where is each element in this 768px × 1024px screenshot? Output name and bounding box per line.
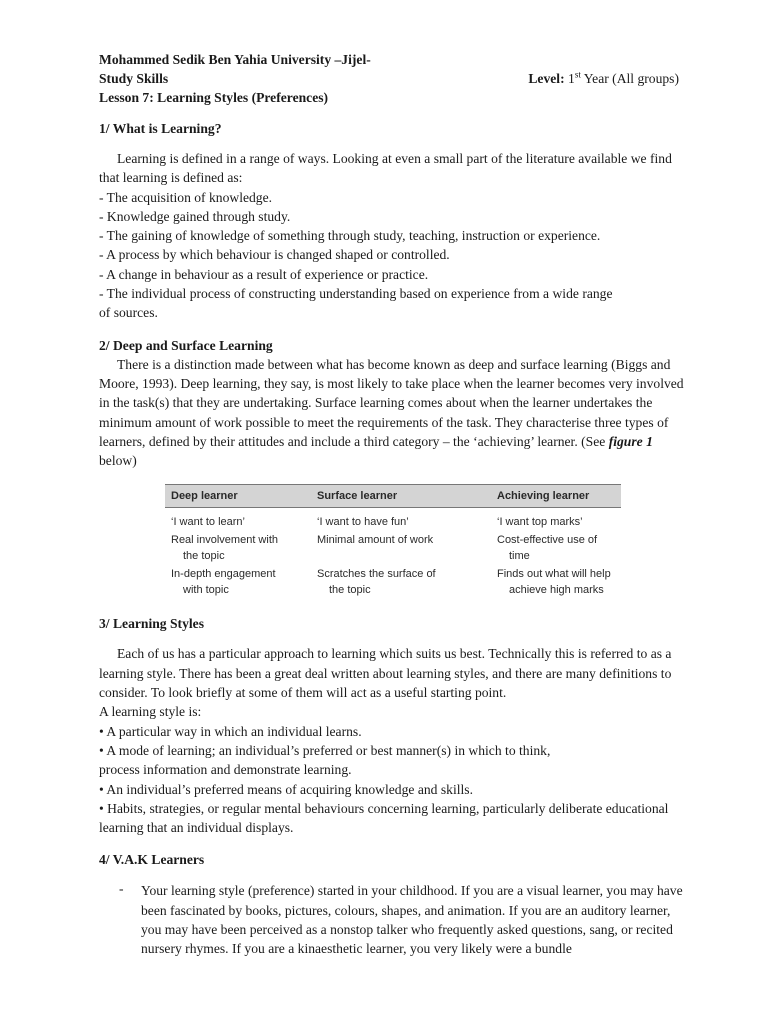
list-item: - The gaining of knowledge of something through study, teaching, instruction or experience.: [99, 228, 601, 244]
section-2-body: [99, 355, 689, 471]
section-3-intro: Each of us has a particular approach to learning which suits us best. Technically this is referred to as a learning style. There has been a great deal written about learning styles, and there are many definitions to consider. To look briefly at some of them will act as a useful starting point.: [99, 646, 672, 701]
table-cell: Finds out what will help achieve high marks: [497, 568, 611, 597]
table-cell: ‘I want to learn’: [171, 516, 245, 529]
list-item: • A particular way in which an individual learns.: [99, 723, 362, 739]
vak-paragraph: Your learning style (preference) started in your childhood. If you are a visual learner, you may have been fascinated by books, pictures, colours, shapes, and animation. If you are an auditory learner, you may have been perceived as a nonstop talker who frequently asked questions, sang, or recited nursery rhymes. If you are a kinaesthetic learner, you very likely were a bundle: [141, 883, 683, 957]
list-item: • A mode of learning; an individual’s preferred or best manner(s) in which to think, process information and demonstrate learning.: [99, 742, 551, 778]
table-cell: Real involvement with the topic: [171, 534, 278, 563]
table-header: [165, 484, 621, 508]
list-item: - The acquisition of knowledge.: [99, 189, 273, 205]
column-header-achieving: Achieving learner: [497, 490, 590, 503]
level-number: 1: [568, 71, 575, 86]
table-cell: Scratches the surface of the topic: [317, 568, 436, 597]
table-cell: In-depth engagement with topic: [171, 568, 276, 597]
table-row: [165, 566, 621, 598]
section-3-title: 3/ Learning Styles: [99, 616, 204, 632]
table-cell: ‘I want to have fun’: [317, 516, 409, 529]
definition-list: [99, 188, 689, 323]
column-header-surface: Surface learner: [317, 490, 398, 503]
level-text: Year (All groups): [580, 71, 679, 86]
list-item: • An individual’s preferred means of acquiring knowledge and skills.: [99, 781, 473, 797]
learning-style-list: [99, 722, 689, 838]
section-1-title: 1/ What is Learning?: [99, 121, 222, 136]
document-page: [99, 50, 689, 959]
section-2-text-end: below): [99, 453, 137, 469]
section-2-text: There is a distinction made between what has become known as deep and surface learning (Biggs and Moore, 1993). Deep learning, they say, is most likely to take place when the learner becomes very involved in the task(s) that they are undertaking. Surface learning comes about when the learner undertakes the minimum amount of work possible to meet the requirements of the task. They characterise three types of learners, defined by their attitudes and include a third category – the ‘achieving’ learner. (See: [99, 356, 684, 449]
table-row: [165, 514, 621, 530]
table-row: [165, 532, 621, 564]
lesson-title: Lesson 7: Learning Styles (Preferences): [99, 90, 329, 105]
table-cell: Minimal amount of work: [317, 534, 434, 547]
table-cell: ‘I want top marks’: [497, 516, 583, 529]
section-4-title: 4/ V.A.K Learners: [99, 852, 205, 868]
list-item: - Knowledge gained through study.: [99, 208, 291, 224]
document-header: [99, 50, 689, 107]
learning-style-lead: A learning style is:: [99, 704, 202, 720]
list-item: - The individual process of constructing understanding based on experience from a wide range of sources.: [99, 286, 613, 321]
list-item: - A change in behaviour as a result of experience or practice.: [99, 266, 429, 282]
section-2-title: 2/ Deep and Surface Learning: [99, 337, 273, 353]
figure-reference: figure 1: [608, 433, 653, 449]
university-name: Mohammed Sedik Ben Yahia University –Jijel-: [99, 52, 371, 67]
level-label: Level:: [528, 71, 565, 86]
list-item: - A process by which behaviour is changed shaped or controlled.: [99, 247, 450, 263]
section-1-intro: Learning is defined in a range of ways. Looking at even a small part of the literature available we find that learning is defined as:: [99, 151, 672, 186]
module-name: Study Skills: [99, 71, 169, 86]
column-header-deep: Deep learner: [171, 490, 238, 503]
list-item: [99, 881, 689, 958]
table-cell: Cost-effective use of time: [497, 534, 598, 563]
learner-types-table: [165, 484, 621, 598]
list-item: • Habits, strategies, or regular mental behaviours concerning learning, particularly deliberate educational learning that an individual displays.: [99, 800, 669, 836]
level-info: [528, 69, 679, 88]
level-ordinal: st: [574, 69, 581, 80]
list-dash: -: [119, 881, 124, 897]
